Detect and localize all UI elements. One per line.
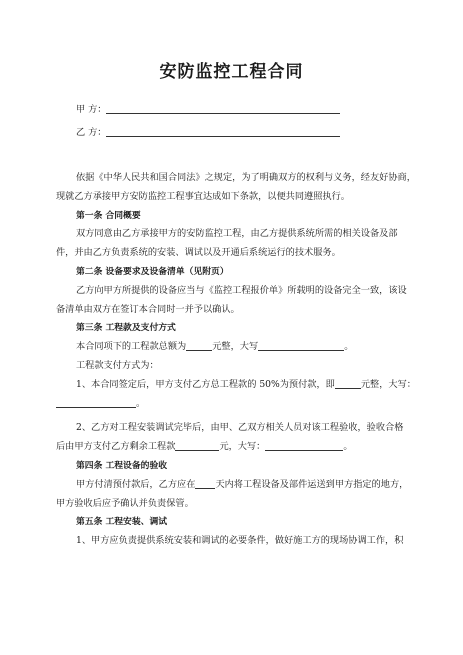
intro-line-1: 依据《中华人民共和国合同法》之规定，为了明确双方的权利与义务，经友好协商， [76, 172, 416, 183]
article-3-item-2-line-2 [56, 438, 408, 457]
article-3-item-2-text-b: 元，大写： [219, 441, 266, 453]
article-3-method: 工程款支付方式为： [76, 359, 159, 371]
article-3-item-1 [56, 376, 416, 395]
party-b-blank [106, 126, 340, 137]
article-3-item-2-text-c: 。 [343, 441, 353, 453]
total-amount-words-blank [258, 340, 344, 351]
article-4-text-b: 天内将工程设备及部件运送到甲方指定的地方， [215, 478, 409, 490]
article-3-heading: 第三条 工程款及支付方式 [76, 323, 176, 334]
party-b-label: 乙 方： [76, 127, 107, 138]
article-2-heading: 第二条 设备要求及设备清单（见附页） [76, 266, 229, 277]
article-3-item-1-text-b: 元整，大写： [360, 378, 416, 390]
article-4-line-1 [56, 476, 408, 495]
party-a-label: 甲 方： [76, 104, 107, 115]
article-3-total-text-c: 。 [344, 341, 354, 353]
document-title: 安防监控工程合同 [159, 62, 304, 82]
total-amount-blank [186, 340, 212, 351]
prepayment-words-blank [56, 397, 136, 408]
article-3-item-2-line-1: 2、乙方对工程安装调试完毕后，由甲、乙双方相关人员对该工程验收，验收合格 [76, 422, 404, 434]
party-a-blank [106, 103, 340, 114]
article-4-text-a: 甲方付清预付款后，乙方应在 [76, 478, 196, 490]
article-3-total-line [56, 338, 408, 357]
article-3-item-1-text-a: 1、本合同签定后，甲方支付乙方总工程款的 50%为预付款，即 [76, 378, 335, 390]
article-1-line-2: 件，并由乙方负责系统的安装、调试以及开通后系统运行的技术服务。 [56, 247, 341, 259]
party-b-row [76, 126, 340, 140]
article-4-heading: 第四条 工程设备的验收 [76, 460, 168, 471]
party-a-row [76, 103, 340, 117]
article-3-item-1-end: 。 [136, 397, 146, 409]
article-2-line-1: 乙方向甲方所提供的设备应当与《监控工程报价单》所载明的设备完全一致，该设 [76, 284, 407, 296]
remaining-amount-blank [175, 440, 219, 451]
intro-line-2: 现就乙方承接甲方安防监控工程事宜达成如下条款，以便共同遵照执行。 [56, 190, 350, 202]
article-3-total-text-a: 本合同项下的工程款总额为 [76, 341, 187, 353]
prepayment-amount-blank [335, 378, 361, 389]
contract-body [56, 169, 416, 551]
article-1-line-1: 双方同意由乙方承接甲方的安防监控工程，由乙方提供系统所需的相关设备及部 [76, 228, 398, 240]
article-2-line-2: 备清单由双方在签订本合同时一并予以确认。 [56, 303, 240, 315]
article-5-line-1: 1、甲方应负责提供系统安装和调试的必要条件，做好施工方的现场协调工作，积 [76, 535, 404, 547]
remaining-words-blank [265, 440, 343, 451]
article-3-item-2-text-a: 后由甲方支付乙方剩余工程款 [56, 441, 176, 453]
article-3-item-1-cont [56, 395, 408, 414]
article-1-heading: 第一条 合同概要 [76, 210, 141, 221]
article-5-heading: 第五条 工程安装、调试 [76, 517, 168, 528]
delivery-days-blank [195, 478, 215, 489]
article-3-total-text-b: 元整，大写 [212, 341, 259, 353]
article-4-line-2: 甲方验收后应予确认并负责保管。 [56, 497, 194, 509]
